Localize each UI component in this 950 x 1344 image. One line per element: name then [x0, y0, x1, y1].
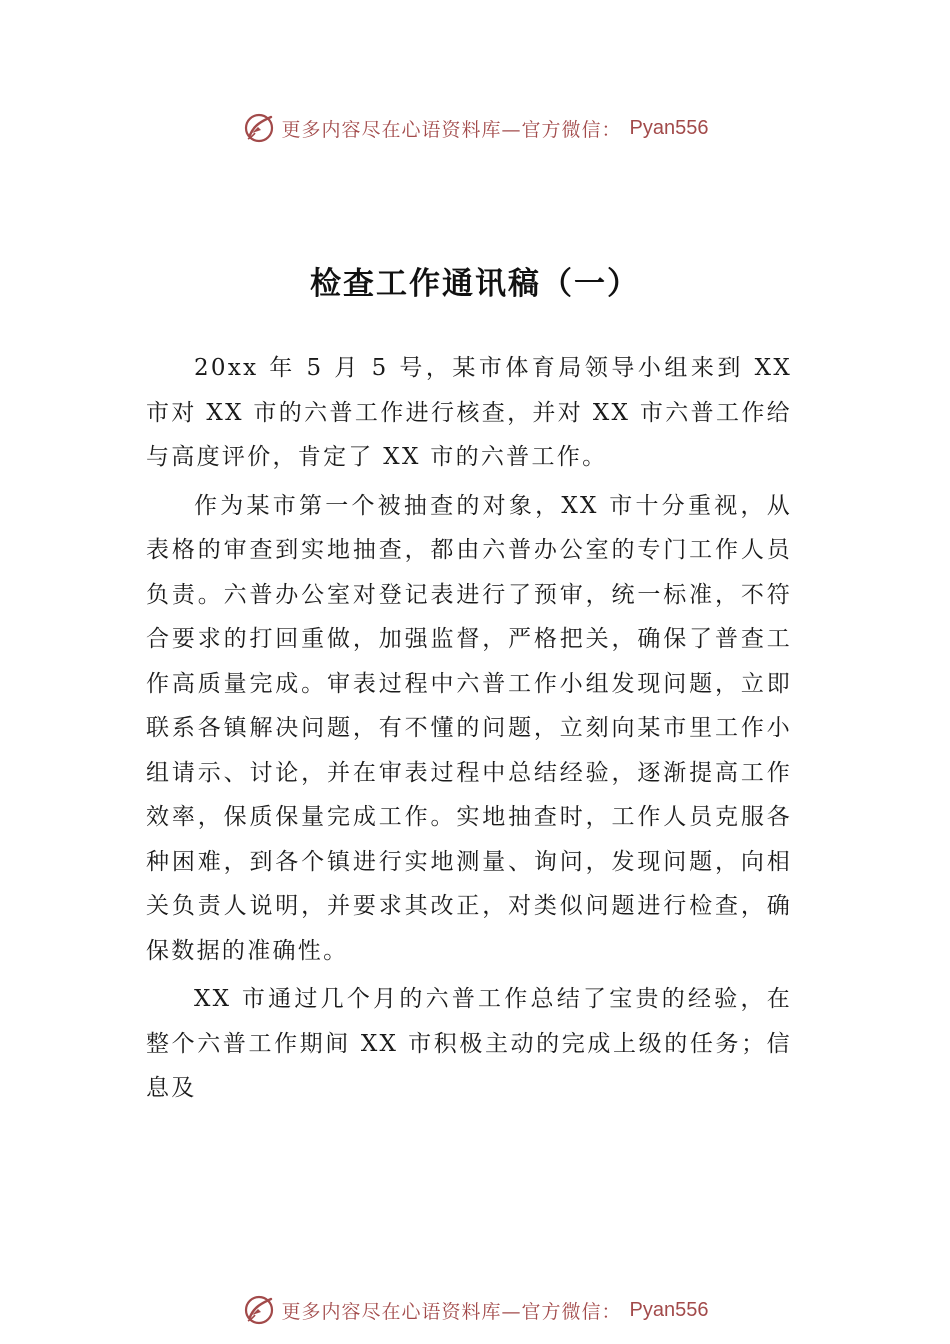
watermark-wechat-id: Pyan556 [629, 116, 709, 139]
paragraph: XX 市通过几个月的六普工作总结了宝贵的经验，在整个六普工作期间 XX 市积极主动的完成上级的任务；信息及 [146, 986, 792, 1101]
document-title: 检查工作通讯稿（一） [310, 266, 640, 302]
paragraph: 作为某市第一个被抽查的对象，XX 市十分重视，从表格的审查到实地抽查，都由六普办公室的专门工作人员负责。六普办公室对登记表进行了预审，统一标准，不符合要求的打回重做，加强监督，严格把关，确保了普查工作高质量完成。审表过程中六普工作小组发现问题，立即联系各镇解决问题，有不懂的问题，立刻向某市里工作小组请示、讨论，并在审表过程中总结经验，逐渐提高工作效率，保质保量完成工作。实地抽查时，工作人员克服各种困难，到各个镇进行实地测量、询问，发现问题，向相关负责人说明，并要求其改正，对类似问题进行检查，确保数据的准确性。 [146, 492, 792, 964]
watermark-header [0, 108, 950, 148]
document-body [146, 346, 792, 1115]
watermark-text: 更多内容尽在心语资料库—官方微信： [281, 1300, 622, 1323]
pen-logo-icon [242, 111, 276, 145]
watermark-text: 更多内容尽在心语资料库—官方微信： [281, 118, 622, 141]
paragraph: 20xx 年 5 月 5 号，某市体育局领导小组来到 XX 市对 XX 市的六普工作进行核查，并对 XX 市六普工作给与高度评价，肯定了 XX 市的六普工作。 [146, 355, 792, 470]
pen-logo-icon [242, 1293, 276, 1327]
watermark-wechat-id: Pyan556 [629, 1298, 709, 1321]
watermark-footer [0, 1290, 950, 1330]
